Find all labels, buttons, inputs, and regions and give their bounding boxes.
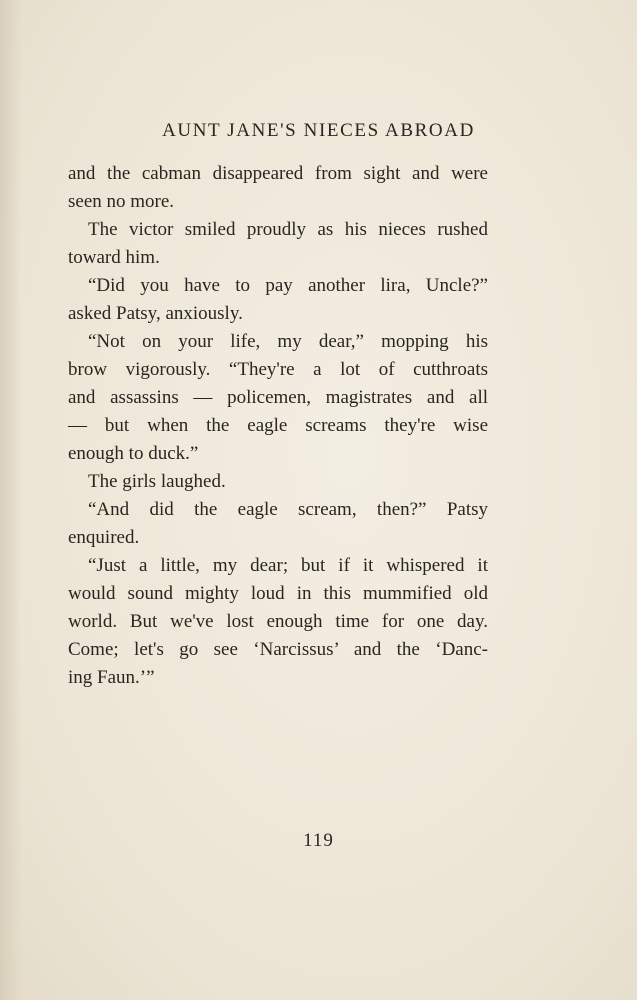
text-line: “Did you have to pay another lira, Uncle?” [88,275,488,296]
text-line: enquired. [68,527,140,548]
body-text [68,160,488,692]
text-line: The girls laughed. [88,471,226,492]
text-line: enough to duck.” [68,443,199,464]
text-line: “Just a little, my dear; but if it whispered it [88,555,488,576]
text-line: and the cabman disappeared from sight and were [68,163,488,184]
text-line: toward him. [68,247,160,268]
text-line: and assassins — policemen, magistrates and all [68,387,488,408]
running-head: AUNT JANE'S NIECES ABROAD [162,120,475,141]
text-line: brow vigorously. “They're a lot of cutthroats [68,359,488,380]
text-line: — but when the eagle screams they're wise [68,415,488,436]
text-line: Come; let's go see ‘Narcissus’ and the ‘Danc- [68,639,488,660]
text-line: world. But we've lost enough time for one day. [68,611,488,632]
text-line: seen no more. [68,191,175,212]
text-line: “And did the eagle scream, then?” Patsy [88,499,488,520]
text-line: “Not on your life, my dear,” mopping his [88,331,488,352]
text-line: The victor smiled proudly as his nieces rushed [88,219,488,240]
page-number: 119 [303,830,334,851]
text-line: would sound mighty loud in this mummified old [68,583,488,604]
text-line: asked Patsy, anxiously. [68,303,243,324]
text-line: ing Faun.’” [68,667,155,688]
